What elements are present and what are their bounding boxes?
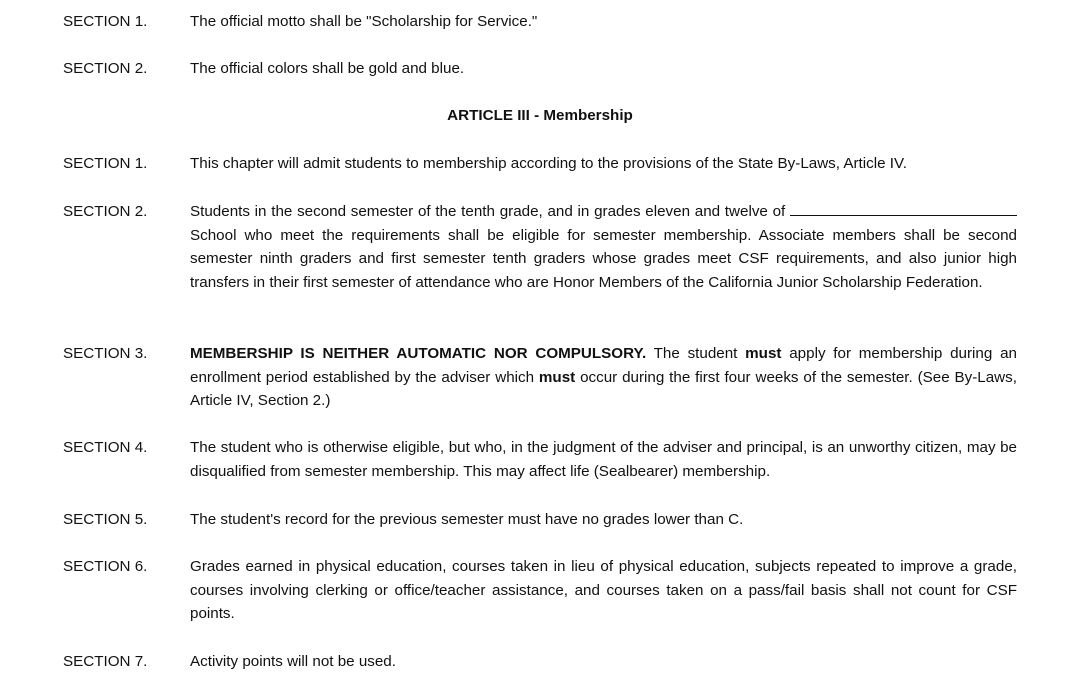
section-label: SECTION 7.: [63, 653, 148, 670]
section-text: [190, 200, 1017, 294]
text-after-blank: School who meet the requirements shall be eligible for semester membership. Associate members shall be second semester ninth graders and first semester tenth graders whose grades meet CSF requirements, and also junior high transfers in their first semester of attendance who are Honor Members of the California Junior Scholarship Federation.: [190, 226, 1017, 291]
text-before-blank: Students in the second semester of the tenth grade, and in grades eleven and twelve of: [190, 203, 786, 220]
section-label: SECTION 2.: [63, 60, 148, 77]
text-part: The student: [653, 345, 738, 362]
section-label: SECTION 1.: [63, 13, 148, 30]
section-text: [190, 342, 1017, 413]
section-label: SECTION 4.: [63, 439, 148, 456]
text-part: apply for membership during an enrollment period established by the adviser which: [190, 345, 1017, 386]
section-label: SECTION 1.: [63, 155, 148, 172]
emphasis-must: must: [538, 368, 576, 386]
section-label: SECTION 2.: [63, 203, 148, 220]
section-label: SECTION 3.: [63, 345, 148, 362]
section-text: The student who is otherwise eligible, but who, in the judgment of the adviser and principal, is an unworthy citizen, may be disqualified from semester membership. This may affect life (Sealbearer) membership.: [190, 439, 1017, 480]
article-heading: ARTICLE III - Membership: [447, 107, 633, 124]
section-text: The official colors shall be gold and blue.: [190, 60, 465, 77]
bold-lead: MEMBERSHIP IS NEITHER AUTOMATIC NOR COMPULSORY.: [190, 345, 647, 362]
school-name-blank: [790, 200, 1017, 216]
section-label: SECTION 6.: [63, 558, 148, 575]
section-text: Grades earned in physical education, courses taken in lieu of physical education, subjects repeated to improve a grade, courses involving clerking or office/teacher assistance, and courses taken on a pass/fail basis shall not count for CSF points.: [190, 558, 1017, 622]
text-part: occur during the first four weeks of the semester. (See By-Laws, Article IV, Section 2.): [190, 368, 1017, 409]
section-label: SECTION 5.: [63, 511, 148, 528]
section-text: This chapter will admit students to membership according to the provisions of the State By-Laws, Article IV.: [190, 155, 907, 172]
section-text: Activity points will not be used.: [190, 653, 396, 670]
section-text: The official motto shall be "Scholarship for Service.": [190, 13, 538, 30]
emphasis-must: must: [745, 345, 782, 362]
section-text: The student's record for the previous semester must have no grades lower than C.: [190, 511, 744, 528]
